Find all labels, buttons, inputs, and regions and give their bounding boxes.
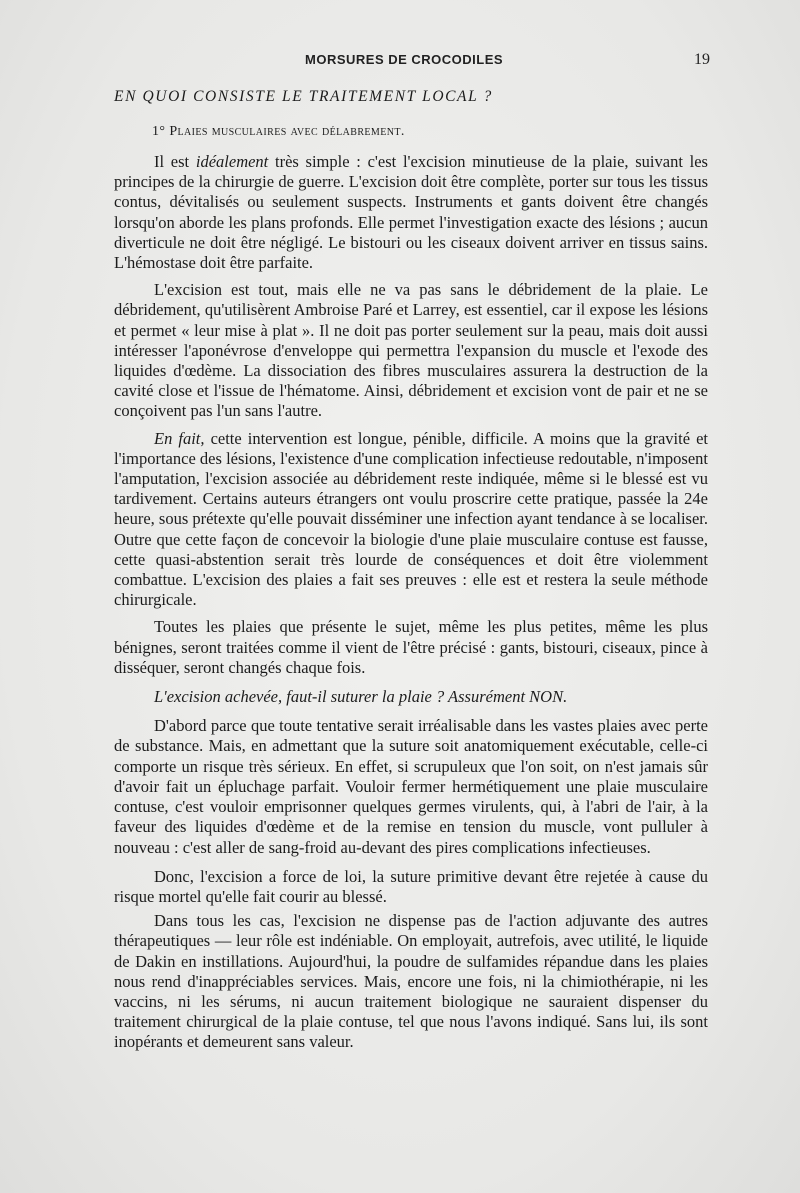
paragraph	[114, 867, 708, 907]
paragraph	[114, 617, 708, 678]
paragraph	[114, 687, 708, 707]
paragraph-text: D'abord parce que toute tentative serait irréalisable dans les vastes plaies avec perte de substance. Mais, en admettant que la suture soit anatomiquement exécutable, celle-ci comporte un risque très sérieux. En effet, si scrupuleux que l'on soit, on n'est jamais sûr d'avoir fait un épluchage parfait. Vouloir fermer hermétiquement une plaie musculaire contuse, c'est vouloir emprisonner quelques germes virulents, qui, à l'abri de l'air, à la faveur des liquides d'œdème et de la remise en tension du muscle, vont pulluler à nouveau : c'est aller de sang-froid au-devant des pires complications infectieuses.	[114, 716, 708, 857]
running-head	[0, 52, 800, 72]
paragraph-text: Toutes les plaies que présente le sujet, même les plus petites, même les plus bénignes, seront traitées comme il vient de l'être précisé : gants, bistouri, ciseaux, pince à disséquer, seront changés chaque fois.	[114, 617, 708, 677]
paragraph-text: cette intervention est longue, pénible, difficile. A moins que la gravité et l'importance des lésions, l'existence d'une complication infectieuse redoutable, n'imposent l'amputation, l'excision associée au débridement reste indiquée, même si le blessé est vu tardivement. Certains auteurs étrangers ont voulu proscrire cette pratique, passée la 24e heure, sous prétexte qu'elle pouvait disséminer une infection ayant tendance à se localiser. Outre que cette façon de concevoir la biologie d'une plaie musculaire contuse est fausse, cette quasi-abstention serait très lourde de conséquences et doit être violemment combattue. L'excision des plaies a fait ses preuves : elle est et restera la seule méthode chirurgicale.	[114, 428, 709, 610]
paragraph	[114, 429, 708, 611]
paragraph	[114, 716, 708, 857]
paragraph	[114, 911, 708, 1052]
paragraph-emphasis: L'excision achevée, faut-il suturer la plaie ? Assurément NON.	[154, 687, 568, 707]
section-heading: EN QUOI CONSISTE LE TRAITEMENT LOCAL ?	[114, 88, 493, 105]
paragraph	[114, 152, 708, 273]
paragraph-text: Il est	[154, 152, 196, 171]
paragraph-emphasis: En fait,	[154, 428, 205, 448]
subheading	[152, 122, 708, 142]
paragraph-emphasis: idéalement	[195, 152, 269, 171]
subheading-text: Plaies musculaires avec délabrement.	[169, 124, 405, 139]
page-body	[114, 86, 708, 1060]
running-title: MORSURES DE CROCODILES	[305, 52, 504, 67]
paragraph	[114, 280, 708, 421]
paragraph-text: très simple : c'est l'excision minutieuse de la plaie, suivant les principes de la chirurgie de guerre. L'excision doit être complète, porter sur tous les tissus contus, dévitalisés ou seulement suspects. Instruments et gants doivent être changés lorsqu'on aborde les plans profonds. Elle permet l'investigation exacte des lésions ; aucun diverticule ne doit être négligé. Le bistouri ou les ciseaux doivent arriver en tissus sains. L'hémostase doit être parfaite.	[114, 152, 708, 273]
subheading-number: 1°	[152, 124, 166, 139]
paragraph-text: L'excision est tout, mais elle ne va pas sans le débridement de la plaie. Le débridement, qu'utilisèrent Ambroise Paré et Larrey, est essentiel, car il expose les lésions et permet « leur mise à plat ». Il ne doit pas porter seulement sur la peau, mais doit aussi intéresser l'aponévrose d'enveloppe qui permettra l'expansion du muscle et l'exode des liquides d'œdème. La dissociation des fibres musculaires assurera la destruction de la cavité close et l'issue de l'hématome. Ainsi, débridement et excision vont de pair et ne se conçoivent pas l'un sans l'autre.	[114, 280, 708, 421]
page-number: 19	[694, 51, 710, 68]
paragraph-text: Dans tous les cas, l'excision ne dispense pas de l'action adjuvante des autres thérapeutiques — leur rôle est indéniable. On employait, autrefois, avec utilité, le liquide de Dakin en instillations. Aujourd'hui, la poudre de sulfamides répandue dans les plaies nous rend d'inappréciables services. Mais, encore une fois, ni la chimiothérapie, ni les vaccins, ni les sérums, ni aucun traitement biologique ne sauraient dispenser du traitement chirurgical de la plaie contuse, tel que nous l'avons indiqué. Sans lui, ils sont inopérants et demeurent sans valeur.	[114, 911, 708, 1052]
paragraph-text: Donc, l'excision a force de loi, la suture primitive devant être rejetée à cause du risque mortel qu'elle fait courir au blessé.	[114, 866, 708, 906]
